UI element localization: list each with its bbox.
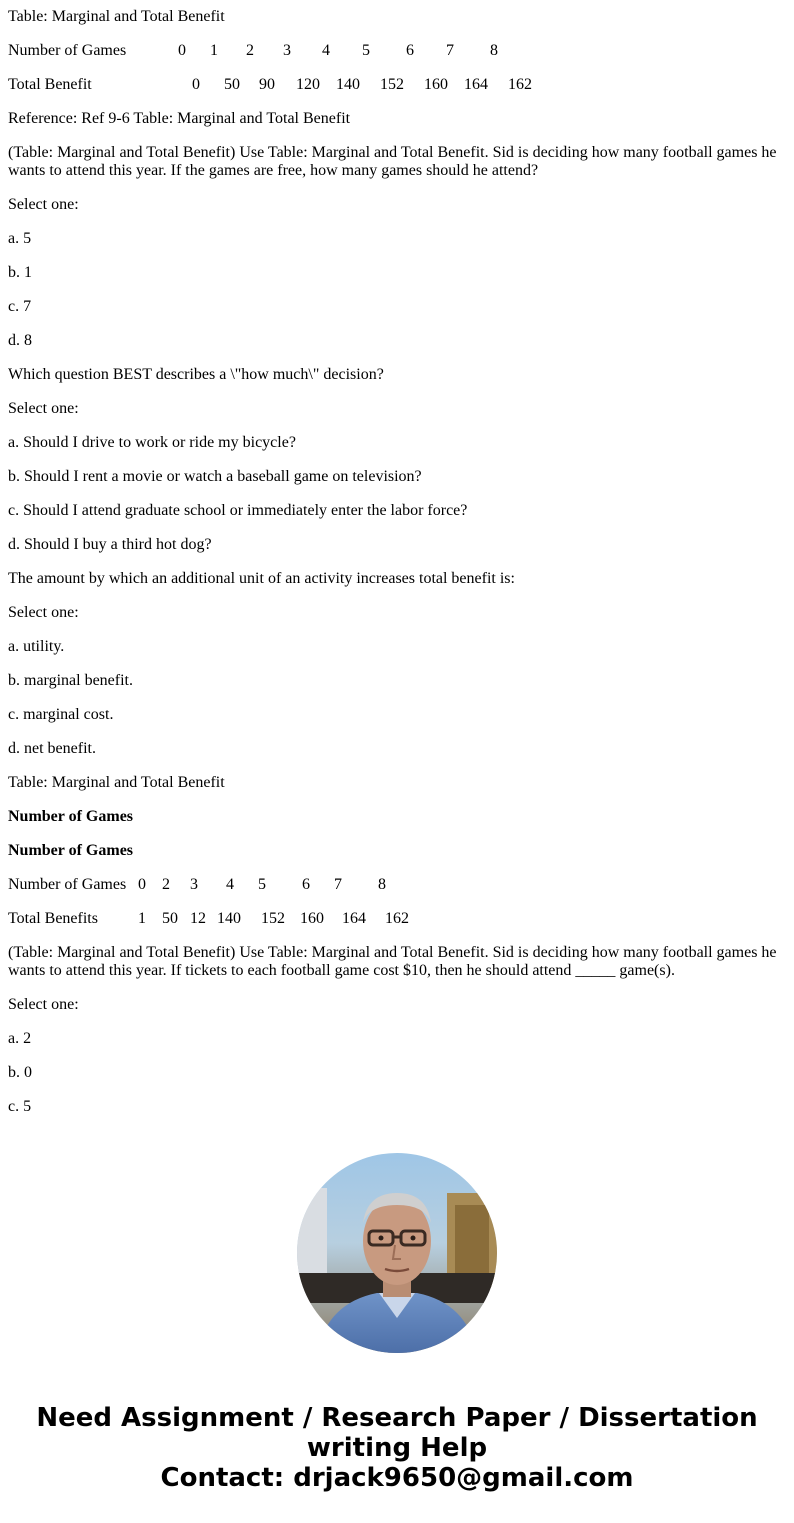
table1-game-cell: 8: [490, 42, 498, 59]
table2-benefit-cell: 1: [138, 910, 146, 927]
q1-option-d[interactable]: d. 8: [8, 332, 32, 349]
q2-option-b[interactable]: b. Should I rent a movie or watch a baseball game on television?: [8, 468, 422, 485]
footer-line: writing Help: [306, 1433, 488, 1463]
footer-contact-email[interactable]: Contact: drjack9650@gmail.com: [160, 1463, 634, 1493]
table2-benefit-cell: 152: [261, 910, 285, 927]
q3-option-b[interactable]: b. marginal benefit.: [8, 672, 133, 689]
select-one-label: Select one:: [8, 196, 79, 213]
q1-option-a[interactable]: a. 5: [8, 230, 32, 247]
table1-benefit-cell: 160: [424, 76, 448, 93]
avatar: [297, 1153, 497, 1353]
table2-games-row: [8, 876, 786, 894]
table1-benefit-cell: 0: [192, 76, 200, 93]
table2-game-cell: 7: [334, 876, 342, 893]
table2-game-cell: 6: [302, 876, 310, 893]
table1-benefit-cell: 50: [224, 76, 240, 93]
q4-option-c[interactable]: c. 5: [8, 1098, 32, 1115]
table2-game-cell: 4: [226, 876, 234, 893]
select-one-label: Select one:: [8, 604, 79, 621]
table1-benefit-cell: 140: [336, 76, 360, 93]
table1-title: Table: Marginal and Total Benefit: [8, 8, 225, 25]
q3-option-c[interactable]: c. marginal cost.: [8, 706, 114, 723]
table1-games-row: [8, 42, 786, 60]
table1-benefit-cell: 152: [380, 76, 404, 93]
q4-option-a[interactable]: a. 2: [8, 1030, 32, 1047]
table2-benefit-cell: 50: [162, 910, 178, 927]
question-4-text: (Table: Marginal and Total Benefit) Use Table: Marginal and Total Benefit. Sid is deciding how many football games he wants to attend this year. If tickets to each football game cost $10, then he should attend _____ game(s).: [8, 944, 777, 979]
q1-option-b[interactable]: b. 1: [8, 264, 32, 281]
table2-benefit-row: [8, 910, 786, 928]
select-one-label: Select one:: [8, 996, 79, 1013]
q3-option-d[interactable]: d. net benefit.: [8, 740, 96, 757]
q1-option-c[interactable]: c. 7: [8, 298, 32, 315]
question-3-text: The amount by which an additional unit of an activity increases total benefit is:: [8, 570, 515, 587]
table2-benefit-cell: 160: [300, 910, 324, 927]
table1-game-cell: 3: [283, 42, 291, 59]
q2-option-c[interactable]: c. Should I attend graduate school or immediately enter the labor force?: [8, 502, 468, 519]
table2-games-label: Number of Games: [8, 876, 127, 893]
table1-benefit-row: [8, 76, 786, 94]
footer-line: Need Assignment / Research Paper / Dissertation: [36, 1403, 758, 1433]
q3-option-a[interactable]: a. utility.: [8, 638, 65, 655]
table2-benefit-cell: 164: [342, 910, 366, 927]
table2-game-cell: 2: [162, 876, 170, 893]
q2-option-a[interactable]: a. Should I drive to work or ride my bicycle?: [8, 434, 296, 451]
footer-contact: [0, 1403, 794, 1493]
table1-benefit-cell: 120: [296, 76, 320, 93]
table2-bold-heading: Number of Games: [8, 808, 134, 825]
table1-games-label: Number of Games: [8, 42, 127, 59]
table2-game-cell: 3: [190, 876, 198, 893]
table1-game-cell: 0: [178, 42, 186, 59]
document-body: [8, 0, 786, 1132]
q4-option-b[interactable]: b. 0: [8, 1064, 32, 1081]
reference-text: Reference: Ref 9-6 Table: Marginal and Total Benefit: [8, 110, 351, 127]
table1-game-cell: 7: [446, 42, 454, 59]
question-1-text: (Table: Marginal and Total Benefit) Use Table: Marginal and Total Benefit. Sid is deciding how many football games he wants to attend this year. If the games are free, how many games should he attend?: [8, 144, 777, 179]
table1-game-cell: 2: [246, 42, 254, 59]
question-2-text: Which question BEST describes a \"how much\" decision?: [8, 366, 384, 383]
table2-title: Table: Marginal and Total Benefit: [8, 774, 225, 791]
table1-game-cell: 5: [362, 42, 370, 59]
table1-benefit-cell: 90: [259, 76, 275, 93]
table2-benefit-cell: 140: [217, 910, 241, 927]
table1-benefit-cell: 162: [508, 76, 532, 93]
table2-benefit-label: Total Benefits: [8, 910, 98, 927]
table2-game-cell: 5: [258, 876, 266, 893]
table2-game-cell: 8: [378, 876, 386, 893]
table1-benefit-cell: 164: [464, 76, 488, 93]
table1-game-cell: 4: [322, 42, 330, 59]
table1-benefit-label: Total Benefit: [8, 76, 92, 93]
person-portrait-icon: [297, 1153, 497, 1353]
table2-game-cell: 0: [138, 876, 146, 893]
table1-game-cell: 1: [210, 42, 218, 59]
select-one-label: Select one:: [8, 400, 79, 417]
table1-game-cell: 6: [406, 42, 414, 59]
table2-benefit-cell: 162: [385, 910, 409, 927]
table2-bold-heading: Number of Games: [8, 842, 134, 859]
q2-option-d[interactable]: d. Should I buy a third hot dog?: [8, 536, 212, 553]
table2-benefit-cell: 12: [190, 910, 206, 927]
